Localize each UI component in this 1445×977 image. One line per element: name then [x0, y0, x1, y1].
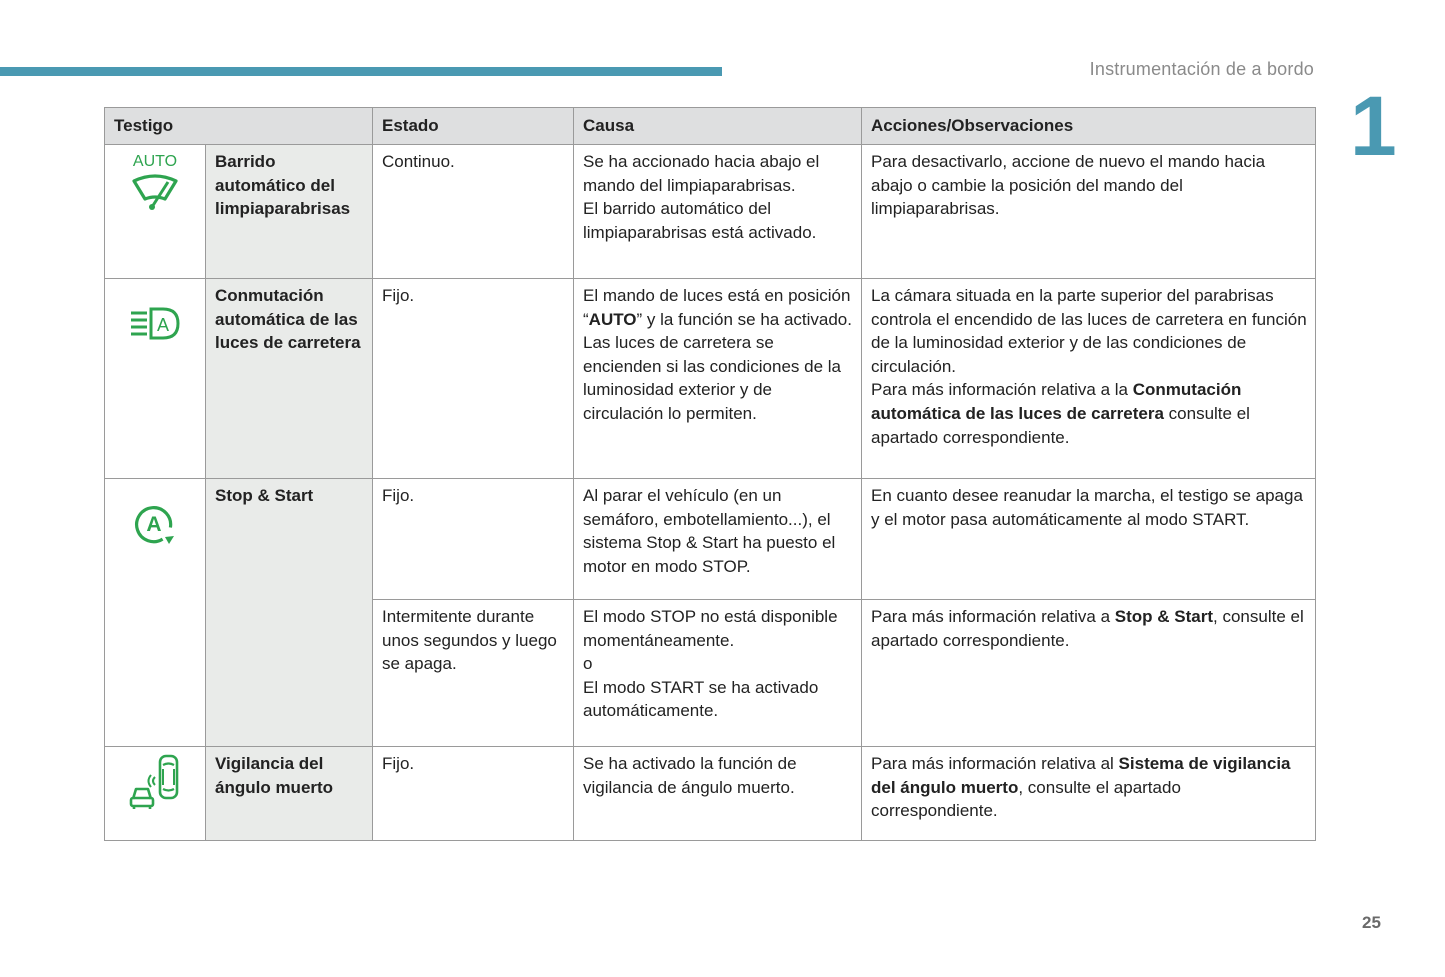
acciones-line: En cuanto desee reanudar la marcha, el testigo se apaga y el motor pasa automáticamente al modo START. — [871, 486, 1303, 529]
causa-line: El modo STOP no está disponible momentáneamente. — [583, 607, 838, 650]
table-row — [105, 279, 1316, 479]
acciones-cell — [862, 747, 1316, 841]
auto-wiper-icon — [127, 151, 183, 213]
top-accent-bar — [0, 67, 722, 76]
warning-lamps-table — [104, 107, 1316, 841]
header-estado: Estado — [373, 108, 574, 145]
acciones-line: Para más información relativa a Stop & Start, consulte el apartado correspondiente. — [871, 607, 1304, 650]
causa-line: Las luces de carretera se encienden si las condiciones de la luminosidad exterior y de circulación lo permiten. — [583, 333, 842, 423]
lamp-name: Barrido automático del limpiaparabrisas — [206, 145, 373, 279]
acciones-line: Para desactivarlo, accione de nuevo el mando hacia abajo o cambie la posición del mando del limpiaparabrisas. — [871, 152, 1266, 219]
causa-line: El mando de luces está en posición “AUTO” y la función se ha activado. — [583, 286, 852, 329]
estado-cell: Fijo. — [373, 279, 574, 479]
acciones-cell — [862, 600, 1316, 747]
stop-start-icon-label: A — [146, 513, 162, 536]
estado-cell: Intermitente durante unos segundos y luego se apaga. — [373, 600, 574, 747]
acciones-cell — [862, 479, 1316, 600]
icon-cell — [105, 279, 206, 479]
header-acciones: Acciones/Observaciones — [862, 108, 1316, 145]
causa-line: El barrido automático del limpiaparabrisas está activado. — [583, 199, 817, 242]
estado-cell: Fijo. — [373, 747, 574, 841]
causa-line: Se ha accionado hacia abajo el mando del limpiaparabrisas. — [583, 152, 820, 195]
header-causa: Causa — [574, 108, 862, 145]
auto-high-beam-icon-label: A — [156, 315, 170, 335]
auto-wiper-icon-label: AUTO — [132, 153, 178, 170]
icon-cell — [105, 145, 206, 279]
acciones-cell — [862, 145, 1316, 279]
causa-line: o — [583, 654, 593, 674]
icon-cell — [105, 479, 206, 747]
acciones-line: Para más información relativa al Sistema de vigilancia del ángulo muerto, consulte el apartado correspondiente. — [871, 754, 1291, 821]
stop-start-icon — [132, 503, 178, 545]
blind-spot-icon — [127, 753, 183, 811]
lamp-name: Stop & Start — [206, 479, 373, 747]
causa-line: El modo START se ha activado automáticamente. — [583, 677, 819, 721]
causa-line: Al parar el vehículo (en un semáforo, embotellamiento...), el sistema Stop & Start ha puesto el motor en modo STOP. — [583, 486, 836, 576]
page-number: 25 — [1362, 913, 1381, 932]
estado-cell: Fijo. — [373, 479, 574, 600]
table-row — [105, 145, 1316, 279]
section-title: Instrumentación de a bordo — [1089, 59, 1314, 79]
causa-cell — [574, 479, 862, 600]
lamp-name: Vigilancia del ángulo muerto — [206, 747, 373, 841]
header-testigo: Testigo — [105, 108, 373, 145]
icon-cell — [105, 747, 206, 841]
acciones-line: Para más información relativa a la Conmutación automática de las luces de carretera consulte el apartado correspondiente. — [871, 380, 1250, 447]
causa-cell — [574, 747, 862, 841]
table-header-row — [105, 108, 1316, 145]
acciones-cell — [862, 279, 1316, 479]
lamp-name: Conmutación automática de las luces de carretera — [206, 279, 373, 479]
causa-line: Se ha activado la función de vigilancia de ángulo muerto. — [583, 754, 797, 797]
causa-cell — [574, 145, 862, 279]
estado-cell: Continuo. — [373, 145, 574, 279]
auto-high-beam-icon — [129, 305, 181, 345]
acciones-line: La cámara situada en la parte superior del parabrisas controla el encendido de las luces de carretera en función de la luminosidad exterior y de las condiciones de circulación. — [871, 286, 1307, 376]
causa-cell — [574, 279, 862, 479]
table-row — [105, 479, 1316, 600]
causa-cell — [574, 600, 862, 747]
chapter-number: 1 — [1350, 79, 1397, 173]
table-row — [105, 747, 1316, 841]
